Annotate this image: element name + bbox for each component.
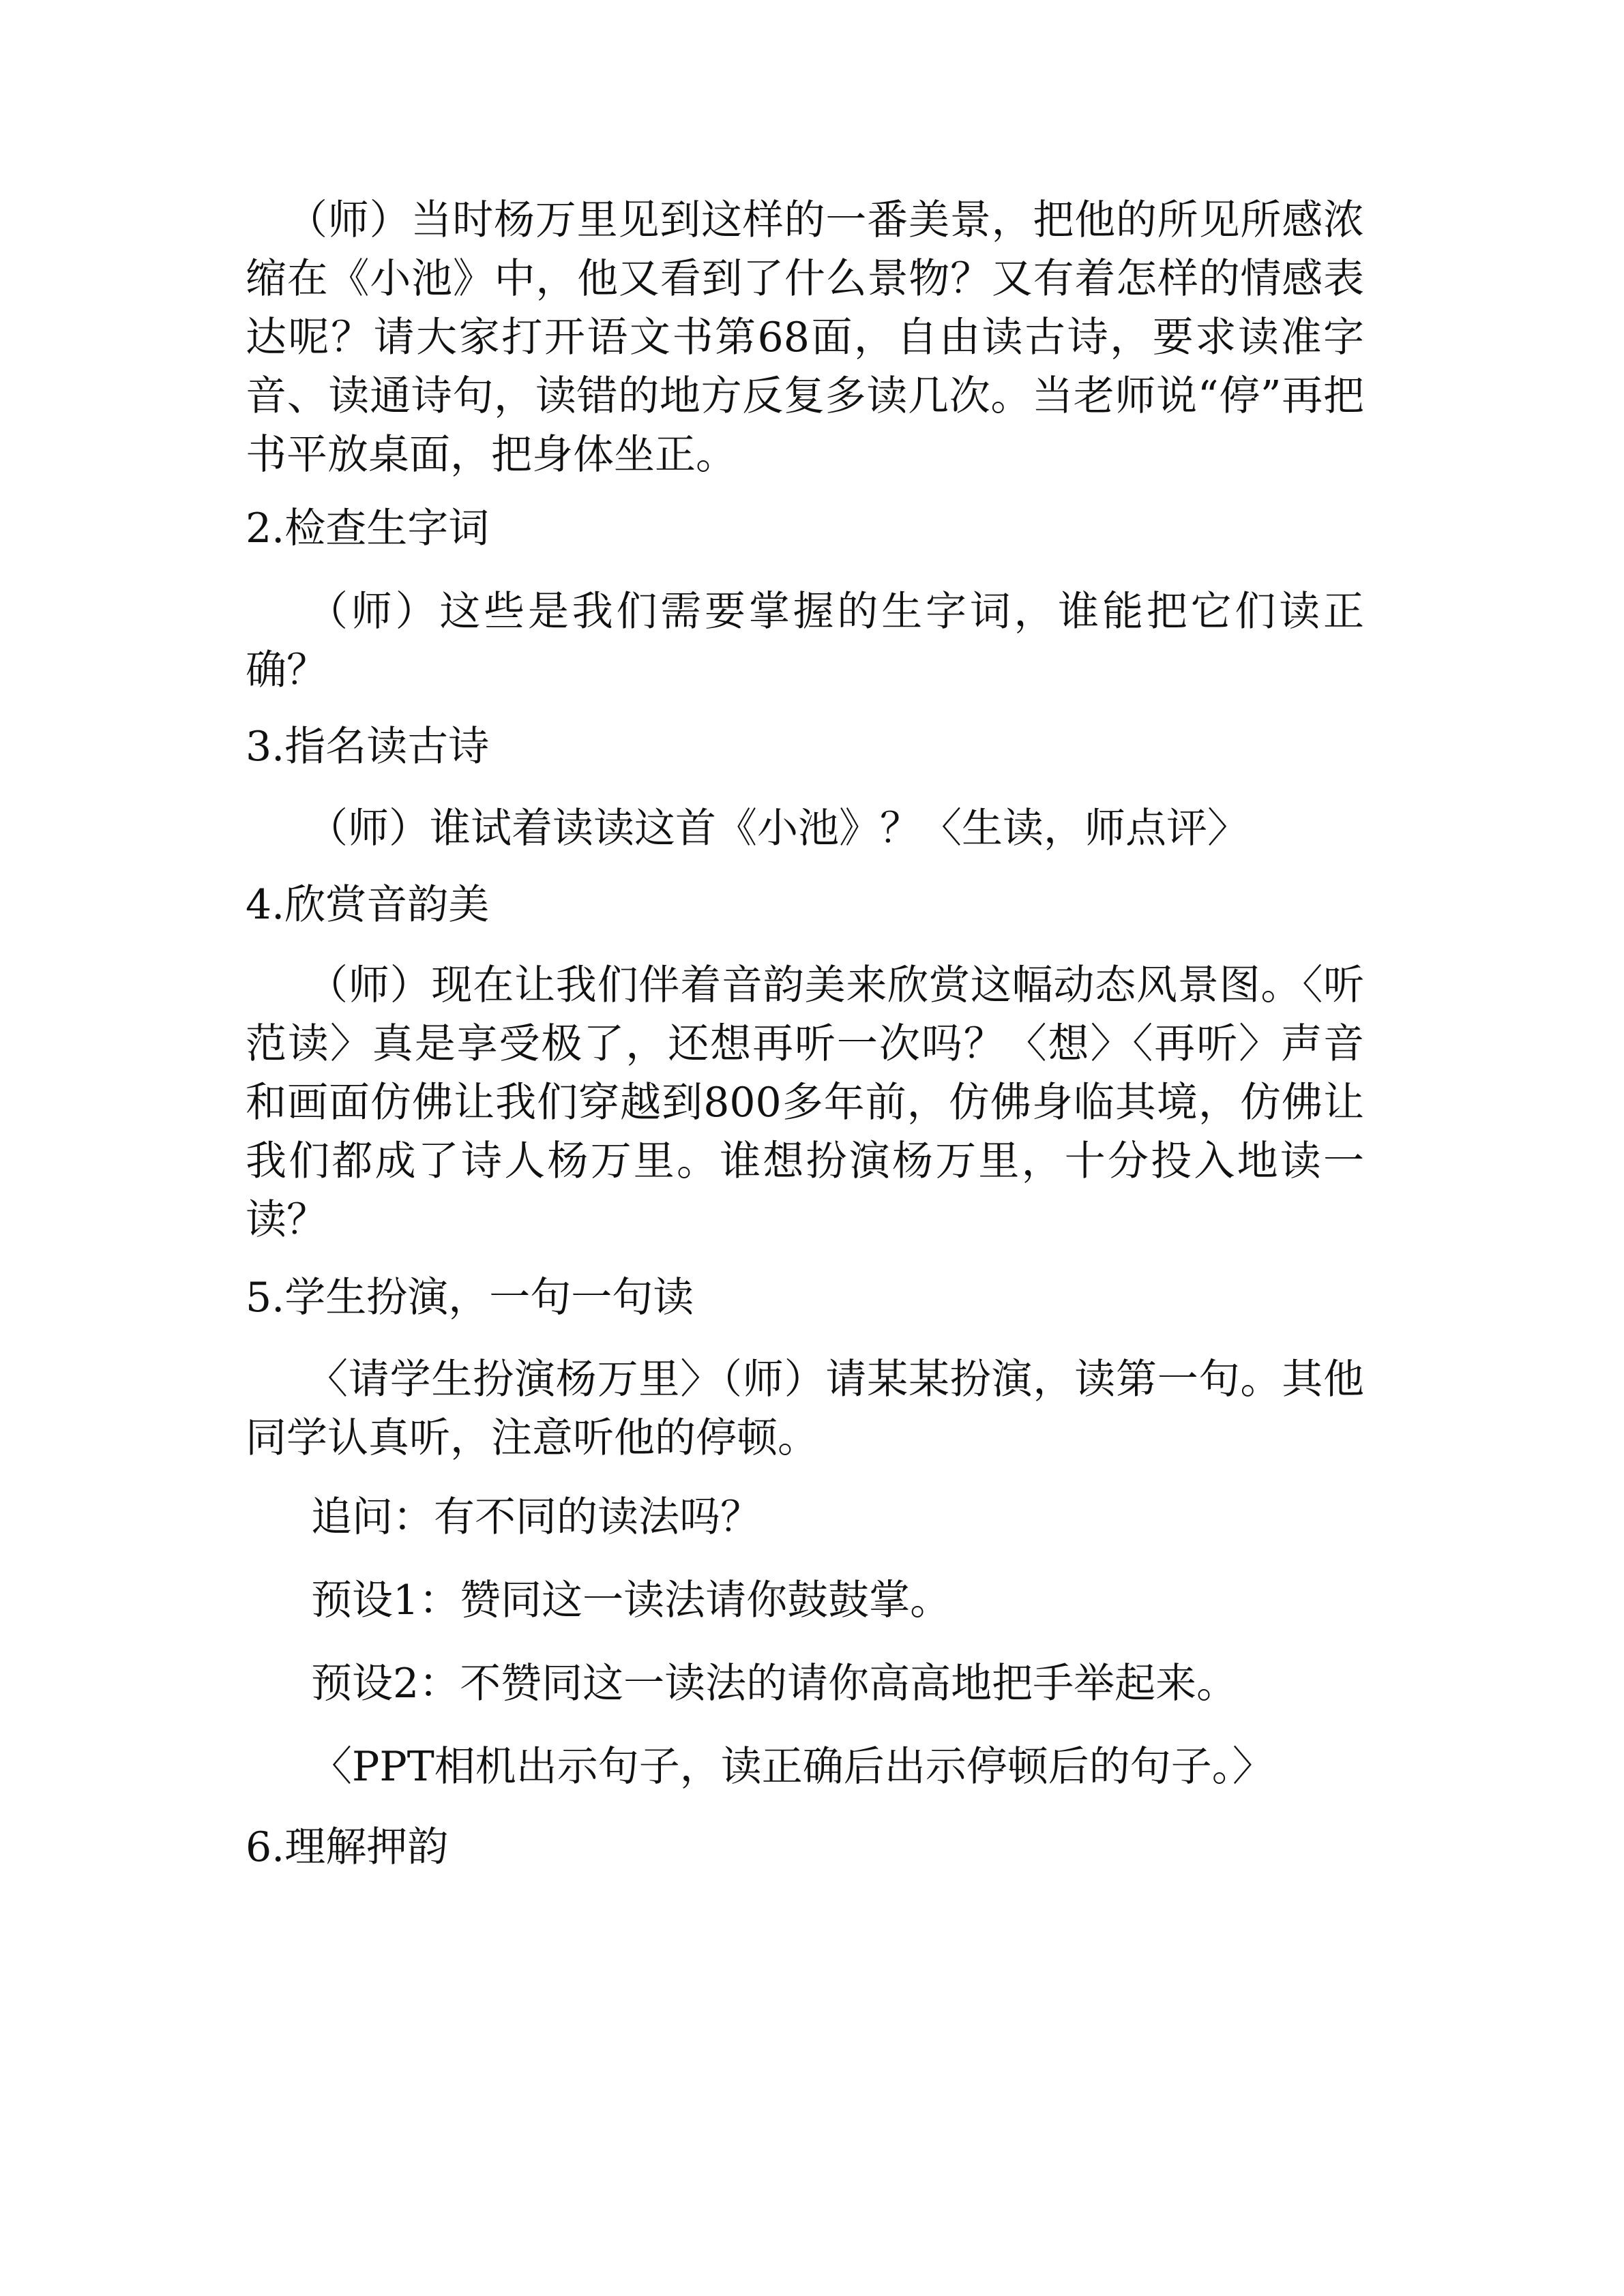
document-page (246, 191, 1364, 1877)
ppt-note: 〈PPT相机出示句子，读正确后出示停顿后的句子。〉 (311, 1743, 1273, 1791)
section-heading-5: 5.学生扮演，一句一句读 (246, 1274, 694, 1322)
preset-answer-1: 预设1：赞同这一读法请你鼓鼓掌。 (311, 1577, 951, 1624)
section-heading-3: 3.指名读古诗 (246, 723, 490, 771)
section-heading-4: 4.欣赏音韵美 (246, 881, 490, 929)
section-4-paragraph: （师）现在让我们伴着音韵美来欣赏这幅动态风景图。〈听范读〉真是享受极了，还想再听一次吗？〈想〉〈再听〉声音和画面仿佛让我们穿越到800多年前，仿佛身临其境，仿佛让我们都成了诗人杨万里。谁想扮演杨万里，十分投入地读一读？ (246, 961, 1364, 1244)
preset-answer-2: 预设2：不赞同这一读法的请你高高地把手举起来。 (311, 1660, 1238, 1708)
section-3-paragraph: （师）谁试着读读这首《小池》？〈生读，师点评〉 (307, 805, 1248, 852)
follow-up-question: 追问：有不同的读法吗？ (311, 1493, 761, 1541)
section-heading-6: 6.理解押韵 (246, 1823, 449, 1871)
section-2-paragraph: （师）这些是我们需要掌握的生字词，谁能把它们读正确？ (246, 588, 1364, 694)
section-5-paragraph: 〈请学生扮演杨万里〉（师）请某某扮演，读第一句。其他同学认真听，注意听他的停顿。 (246, 1356, 1364, 1462)
section-heading-2: 2.检查生字词 (246, 505, 490, 552)
intro-paragraph: （师）当时杨万里见到这样的一番美景，把他的所见所感浓缩在《小池》中，他又看到了什么景物？又有着怎样的情感表达呢？请大家打开语文书第68面，自由读古诗，要求读准字音、读通诗句，读错的地方反复多读几次。当老师说“停”再把书平放桌面，把身体坐正。 (246, 196, 1364, 479)
